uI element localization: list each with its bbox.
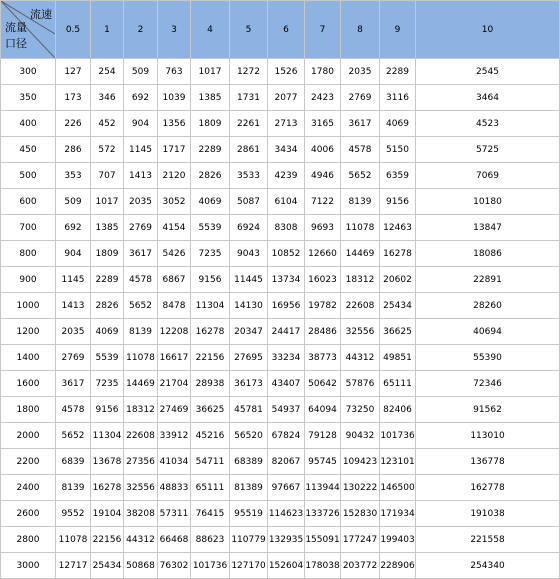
flow-value-cell: 1413 [124, 163, 158, 189]
flow-value-cell: 177247 [341, 527, 380, 553]
diameter-cell: 700 [1, 215, 56, 241]
speed-header-cell: 7 [305, 1, 341, 59]
table-row [1, 423, 560, 449]
flow-value-cell: 66468 [158, 527, 191, 553]
flow-value-cell: 12717 [56, 553, 91, 579]
flow-value-cell: 36625 [380, 319, 416, 345]
flow-value-cell: 43407 [268, 371, 305, 397]
flow-value-cell: 707 [91, 163, 124, 189]
flow-value-cell: 18086 [416, 241, 560, 267]
flow-value-cell: 65111 [191, 475, 230, 501]
flow-value-cell: 22891 [416, 267, 560, 293]
flow-value-cell: 1272 [230, 59, 268, 85]
corner-header-cell [1, 1, 56, 59]
flow-value-cell: 3617 [124, 241, 158, 267]
flow-value-cell: 509 [56, 189, 91, 215]
flow-value-cell: 38773 [305, 345, 341, 371]
flow-value-cell: 95519 [230, 501, 268, 527]
flow-value-cell: 101736 [380, 423, 416, 449]
flow-value-cell: 6867 [158, 267, 191, 293]
speed-header-cell: 10 [416, 1, 560, 59]
diameter-cell: 300 [1, 59, 56, 85]
flow-value-cell: 9693 [305, 215, 341, 241]
flow-value-cell: 22156 [91, 527, 124, 553]
flow-value-cell: 11078 [124, 345, 158, 371]
flow-value-cell: 1145 [56, 267, 91, 293]
flow-value-cell: 14469 [341, 241, 380, 267]
flow-value-cell: 178038 [305, 553, 341, 579]
diameter-cell: 3000 [1, 553, 56, 579]
flow-value-cell: 13678 [91, 449, 124, 475]
flow-value-cell: 3617 [56, 371, 91, 397]
flow-value-cell: 41034 [158, 449, 191, 475]
flow-value-cell: 1145 [124, 137, 158, 163]
flow-value-cell: 203772 [341, 553, 380, 579]
flow-value-cell: 2713 [268, 111, 305, 137]
flow-value-cell: 4946 [305, 163, 341, 189]
flow-value-cell: 18312 [341, 267, 380, 293]
flow-value-cell: 12660 [305, 241, 341, 267]
flow-value-cell: 1385 [91, 215, 124, 241]
table-row [1, 449, 560, 475]
flow-value-cell: 2035 [124, 189, 158, 215]
flow-value-cell: 4578 [341, 137, 380, 163]
flow-value-cell: 22156 [191, 345, 230, 371]
flow-value-cell: 7235 [191, 241, 230, 267]
flow-value-cell: 9156 [380, 189, 416, 215]
flow-value-cell: 2769 [124, 215, 158, 241]
table-row [1, 501, 560, 527]
flow-value-cell: 25434 [380, 293, 416, 319]
flow-value-cell: 2826 [91, 293, 124, 319]
flow-value-cell: 21704 [158, 371, 191, 397]
flow-value-cell: 56520 [230, 423, 268, 449]
flow-value-cell: 90432 [341, 423, 380, 449]
flow-value-cell: 48833 [158, 475, 191, 501]
flow-value-cell: 19104 [91, 501, 124, 527]
table-row [1, 85, 560, 111]
diameter-cell: 1000 [1, 293, 56, 319]
flow-value-cell: 68389 [230, 449, 268, 475]
flow-value-cell: 2423 [305, 85, 341, 111]
table-row [1, 475, 560, 501]
flow-value-cell: 1356 [158, 111, 191, 137]
flow-value-cell: 4069 [91, 319, 124, 345]
flow-value-cell: 4578 [124, 267, 158, 293]
flow-value-cell: 5150 [380, 137, 416, 163]
flow-value-cell: 11078 [341, 215, 380, 241]
flow-value-cell: 13734 [268, 267, 305, 293]
flow-value-cell: 54937 [268, 397, 305, 423]
table-row [1, 397, 560, 423]
flow-value-cell: 4154 [158, 215, 191, 241]
flow-value-cell: 79128 [305, 423, 341, 449]
flow-value-cell: 5725 [416, 137, 560, 163]
table-row [1, 59, 560, 85]
flow-value-cell: 2769 [56, 345, 91, 371]
flow-value-cell: 9552 [56, 501, 91, 527]
flow-value-cell: 226 [56, 111, 91, 137]
speed-axis-label: 流速 [30, 8, 52, 21]
flow-value-cell: 4069 [191, 189, 230, 215]
flow-value-cell: 254340 [416, 553, 560, 579]
flow-value-cell: 113944 [305, 475, 341, 501]
flow-value-cell: 146500 [380, 475, 416, 501]
flow-value-cell: 82067 [268, 449, 305, 475]
diameter-axis-label: 口径 [5, 37, 27, 50]
diameter-cell: 1200 [1, 319, 56, 345]
flow-value-cell: 904 [56, 241, 91, 267]
flow-value-cell: 9156 [91, 397, 124, 423]
flow-value-cell: 3617 [341, 111, 380, 137]
flow-value-cell: 1039 [158, 85, 191, 111]
flow-value-cell: 452 [91, 111, 124, 137]
table-row [1, 553, 560, 579]
flow-value-cell: 136778 [416, 449, 560, 475]
flow-value-cell: 27469 [158, 397, 191, 423]
flow-value-cell: 55390 [416, 345, 560, 371]
flow-value-cell: 127170 [230, 553, 268, 579]
flow-value-cell: 28938 [191, 371, 230, 397]
flow-value-cell: 8139 [341, 189, 380, 215]
flow-value-cell: 4006 [305, 137, 341, 163]
flow-value-cell: 7069 [416, 163, 560, 189]
flow-value-cell: 2261 [230, 111, 268, 137]
flow-value-cell: 5426 [158, 241, 191, 267]
speed-header-cell: 8 [341, 1, 380, 59]
flow-value-cell: 11445 [230, 267, 268, 293]
table-row [1, 345, 560, 371]
flow-value-cell: 173 [56, 85, 91, 111]
flow-value-cell: 38208 [124, 501, 158, 527]
flow-value-cell: 9156 [191, 267, 230, 293]
flow-value-cell: 73250 [341, 397, 380, 423]
flow-value-cell: 20602 [380, 267, 416, 293]
flow-value-cell: 132935 [268, 527, 305, 553]
flow-value-cell: 7122 [305, 189, 341, 215]
flow-value-cell: 16956 [268, 293, 305, 319]
flow-value-cell: 101736 [191, 553, 230, 579]
flow-value-cell: 2289 [191, 137, 230, 163]
flow-value-cell: 44312 [124, 527, 158, 553]
table-row [1, 215, 560, 241]
table-row [1, 267, 560, 293]
flow-value-cell: 76302 [158, 553, 191, 579]
table-row [1, 371, 560, 397]
flow-value-cell: 10180 [416, 189, 560, 215]
flow-value-cell: 22608 [124, 423, 158, 449]
flow-value-cell: 33234 [268, 345, 305, 371]
flow-value-cell: 57876 [341, 371, 380, 397]
flow-value-cell: 2545 [416, 59, 560, 85]
table-row [1, 319, 560, 345]
speed-header-cell: 3 [158, 1, 191, 59]
flow-value-cell: 16278 [91, 475, 124, 501]
table-body [1, 59, 560, 579]
header-row [1, 1, 560, 59]
flow-value-cell: 76415 [191, 501, 230, 527]
flow-value-cell: 4239 [268, 163, 305, 189]
flow-value-cell: 14130 [230, 293, 268, 319]
flow-value-cell: 6924 [230, 215, 268, 241]
flow-value-cell: 3116 [380, 85, 416, 111]
flow-value-cell: 3533 [230, 163, 268, 189]
flow-value-cell: 9043 [230, 241, 268, 267]
diameter-cell: 2400 [1, 475, 56, 501]
diameter-cell: 1800 [1, 397, 56, 423]
flow-value-cell: 40694 [416, 319, 560, 345]
flow-value-cell: 16023 [305, 267, 341, 293]
flow-value-cell: 763 [158, 59, 191, 85]
flow-value-cell: 57311 [158, 501, 191, 527]
flow-value-cell: 3464 [416, 85, 560, 111]
flow-value-cell: 45216 [191, 423, 230, 449]
speed-header-cell: 9 [380, 1, 416, 59]
flow-value-cell: 8308 [268, 215, 305, 241]
flow-value-cell: 155091 [305, 527, 341, 553]
diameter-cell: 500 [1, 163, 56, 189]
flow-value-cell: 27356 [124, 449, 158, 475]
diameter-cell: 600 [1, 189, 56, 215]
flow-value-cell: 49851 [380, 345, 416, 371]
flow-value-cell: 353 [56, 163, 91, 189]
flow-value-cell: 1017 [191, 59, 230, 85]
flow-value-cell: 3434 [268, 137, 305, 163]
flow-value-cell: 50642 [305, 371, 341, 397]
speed-header-cell: 0.5 [56, 1, 91, 59]
flow-value-cell: 24417 [268, 319, 305, 345]
flow-value-cell: 4578 [56, 397, 91, 423]
flow-value-cell: 45781 [230, 397, 268, 423]
diameter-cell: 350 [1, 85, 56, 111]
flow-value-cell: 2289 [91, 267, 124, 293]
diameter-cell: 1400 [1, 345, 56, 371]
flow-value-cell: 2120 [158, 163, 191, 189]
flow-value-cell: 152604 [268, 553, 305, 579]
flow-value-cell: 67824 [268, 423, 305, 449]
flow-value-cell: 8139 [124, 319, 158, 345]
speed-header-cell: 5 [230, 1, 268, 59]
flow-value-cell: 109423 [341, 449, 380, 475]
table-row [1, 527, 560, 553]
flow-value-cell: 1780 [305, 59, 341, 85]
flow-value-cell: 152830 [341, 501, 380, 527]
flow-value-cell: 6104 [268, 189, 305, 215]
flow-value-cell: 88623 [191, 527, 230, 553]
speed-header-cell: 6 [268, 1, 305, 59]
flow-value-cell: 32556 [124, 475, 158, 501]
flow-value-cell: 113010 [416, 423, 560, 449]
table-row [1, 163, 560, 189]
speed-header-cell: 2 [124, 1, 158, 59]
flow-value-cell: 27695 [230, 345, 268, 371]
flow-value-cell: 228906 [380, 553, 416, 579]
flow-value-cell: 8139 [56, 475, 91, 501]
flow-value-cell: 36173 [230, 371, 268, 397]
flow-value-cell: 20347 [230, 319, 268, 345]
flow-value-cell: 28486 [305, 319, 341, 345]
flow-value-cell: 91562 [416, 397, 560, 423]
flow-value-cell: 692 [56, 215, 91, 241]
flow-value-cell: 6359 [380, 163, 416, 189]
diameter-cell: 2000 [1, 423, 56, 449]
flow-value-cell: 199403 [380, 527, 416, 553]
flow-value-cell: 2826 [191, 163, 230, 189]
flow-value-cell: 4523 [416, 111, 560, 137]
diameter-cell: 900 [1, 267, 56, 293]
flow-value-cell: 82406 [380, 397, 416, 423]
flow-value-cell: 1385 [191, 85, 230, 111]
flow-value-cell: 44312 [341, 345, 380, 371]
flow-value-cell: 123101 [380, 449, 416, 475]
flow-value-cell: 5652 [341, 163, 380, 189]
flow-value-cell: 346 [91, 85, 124, 111]
flow-value-cell: 50868 [124, 553, 158, 579]
speed-header-cell: 1 [91, 1, 124, 59]
flow-value-cell: 1017 [91, 189, 124, 215]
flow-value-cell: 254 [91, 59, 124, 85]
diameter-cell: 800 [1, 241, 56, 267]
flow-value-cell: 2289 [380, 59, 416, 85]
flow-value-cell: 5087 [230, 189, 268, 215]
flow-value-cell: 286 [56, 137, 91, 163]
flow-value-cell: 11078 [56, 527, 91, 553]
flow-value-cell: 1809 [191, 111, 230, 137]
flow-value-cell: 5652 [56, 423, 91, 449]
flow-value-cell: 1413 [56, 293, 91, 319]
flow-value-cell: 65111 [380, 371, 416, 397]
flow-value-cell: 97667 [268, 475, 305, 501]
flow-value-cell: 1809 [91, 241, 124, 267]
flow-value-cell: 3165 [305, 111, 341, 137]
flow-value-cell: 2077 [268, 85, 305, 111]
diameter-cell: 2200 [1, 449, 56, 475]
flow-value-cell: 162778 [416, 475, 560, 501]
flow-value-cell: 221558 [416, 527, 560, 553]
flow-value-cell: 110779 [230, 527, 268, 553]
flow-value-cell: 19782 [305, 293, 341, 319]
flow-value-cell: 8478 [158, 293, 191, 319]
flow-value-cell: 25434 [91, 553, 124, 579]
flow-value-cell: 4069 [380, 111, 416, 137]
flow-value-cell: 22608 [341, 293, 380, 319]
diameter-cell: 400 [1, 111, 56, 137]
flow-value-cell: 12208 [158, 319, 191, 345]
flow-value-cell: 171934 [380, 501, 416, 527]
speed-header-cell: 4 [191, 1, 230, 59]
flow-value-cell: 72346 [416, 371, 560, 397]
table-row [1, 189, 560, 215]
flow-value-cell: 2861 [230, 137, 268, 163]
flow-value-cell: 54711 [191, 449, 230, 475]
flow-value-cell: 7235 [91, 371, 124, 397]
flow-value-cell: 2035 [341, 59, 380, 85]
flow-value-cell: 95745 [305, 449, 341, 475]
flow-value-cell: 18312 [124, 397, 158, 423]
flow-value-cell: 114623 [268, 501, 305, 527]
flow-value-cell: 1526 [268, 59, 305, 85]
flow-value-cell: 36625 [191, 397, 230, 423]
flow-value-cell: 6839 [56, 449, 91, 475]
table-row [1, 241, 560, 267]
flow-value-cell: 10852 [268, 241, 305, 267]
table-row [1, 111, 560, 137]
flow-value-cell: 64094 [305, 397, 341, 423]
flow-value-cell: 1731 [230, 85, 268, 111]
flow-value-cell: 2035 [56, 319, 91, 345]
flow-value-cell: 81389 [230, 475, 268, 501]
flow-value-cell: 1717 [158, 137, 191, 163]
table-row [1, 293, 560, 319]
flow-value-cell: 11304 [191, 293, 230, 319]
diameter-cell: 1600 [1, 371, 56, 397]
flow-value-cell: 33912 [158, 423, 191, 449]
flow-axis-label: 流量 [5, 21, 27, 34]
flow-value-cell: 509 [124, 59, 158, 85]
diameter-cell: 2800 [1, 527, 56, 553]
flow-value-cell: 16617 [158, 345, 191, 371]
flow-value-cell: 16278 [380, 241, 416, 267]
diameter-cell: 2600 [1, 501, 56, 527]
flow-value-cell: 28260 [416, 293, 560, 319]
flow-value-cell: 2769 [341, 85, 380, 111]
flow-value-cell: 13847 [416, 215, 560, 241]
flow-value-cell: 5539 [191, 215, 230, 241]
flow-value-cell: 5652 [124, 293, 158, 319]
flow-value-cell: 572 [91, 137, 124, 163]
flow-value-cell: 127 [56, 59, 91, 85]
flow-value-cell: 16278 [191, 319, 230, 345]
flow-value-cell: 130222 [341, 475, 380, 501]
flow-value-cell: 692 [124, 85, 158, 111]
flow-value-cell: 14469 [124, 371, 158, 397]
flow-value-cell: 12463 [380, 215, 416, 241]
table-row [1, 137, 560, 163]
flow-value-cell: 32556 [341, 319, 380, 345]
flow-value-cell: 11304 [91, 423, 124, 449]
flow-value-cell: 133726 [305, 501, 341, 527]
flow-value-cell: 5539 [91, 345, 124, 371]
flow-value-cell: 904 [124, 111, 158, 137]
flow-value-cell: 3052 [158, 189, 191, 215]
diameter-cell: 450 [1, 137, 56, 163]
flow-value-cell: 191038 [416, 501, 560, 527]
